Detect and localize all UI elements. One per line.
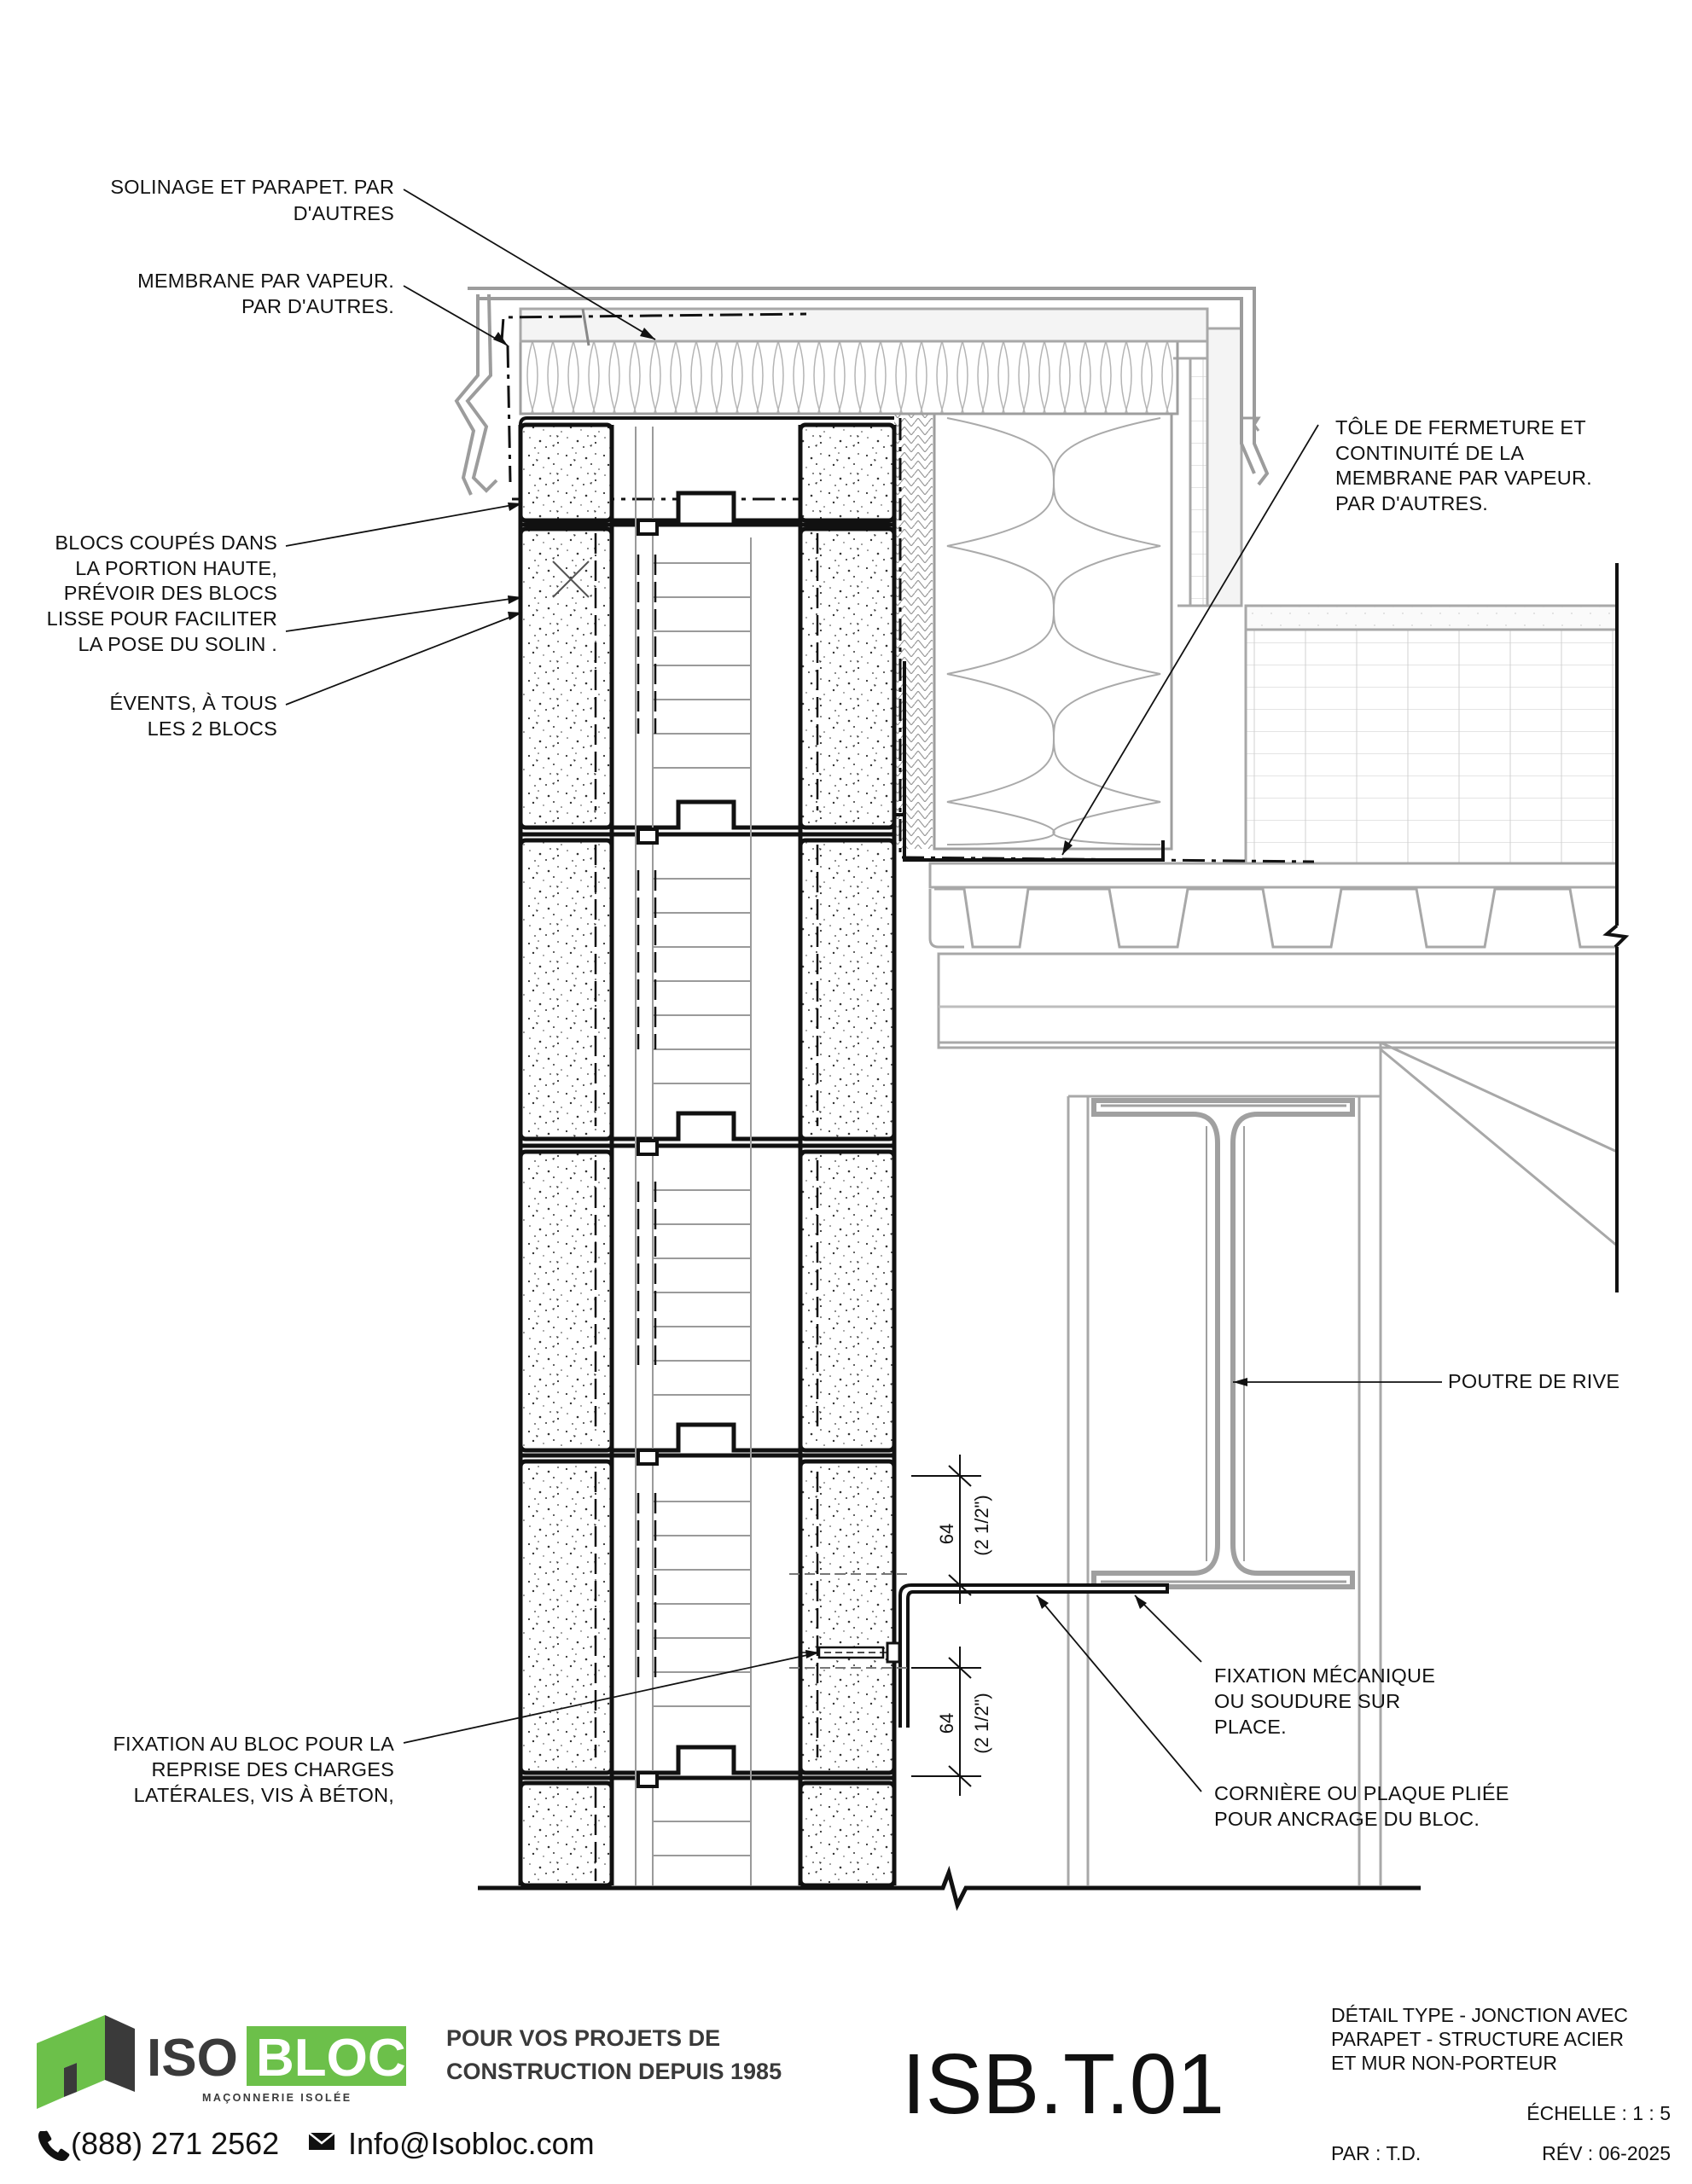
email-address[interactable]: Info@Isobloc.com [348,2126,595,2161]
label-blocs-4: LISSE POUR FACILITER [46,607,277,630]
phone-contact[interactable] [38,2126,279,2161]
mail-icon [309,2133,334,2150]
logo-bloc: BLOC [256,2029,406,2088]
title-block [1331,2004,1671,2164]
label-fixation-bloc-2: REPRISE DES CHARGES [151,1758,394,1780]
logo-mark-icon [37,2015,135,2109]
sheet-number: ISB.T.01 [902,2036,1224,2132]
label-events [109,692,277,740]
label-tole [1335,415,1592,514]
label-blocs-1: BLOCS COUPÉS DANS [55,531,277,554]
label-blocs-3: PRÉVOIR DES BLOCS [63,582,277,604]
label-membrane [137,270,394,317]
label-poutre: POUTRE DE RIVE [1448,1370,1620,1392]
email-contact[interactable] [309,2126,595,2161]
label-tole-2: CONTINUITÉ DE LA [1335,442,1525,464]
label-fixation-meca-2: OU SOUDURE SUR [1214,1690,1401,1712]
label-corniere [1214,1782,1509,1830]
label-solinage [110,176,394,224]
tongue-groove [612,493,800,1773]
label-membrane-2: PAR D'AUTRES. [241,295,394,317]
concrete-wythe-int [800,425,894,1885]
tagline [446,2025,782,2084]
tagline-2: CONSTRUCTION DEPUIS 1985 [446,2059,782,2084]
label-blocs-2: LA PORTION HAUTE, [75,557,277,579]
roof-structure [520,309,1620,1885]
concrete-wythe-ext [520,425,612,1885]
dim-lower-value: 64 [936,1712,957,1734]
title-scale: ÉCHELLE : 1 : 5 [1526,2102,1671,2124]
label-blocs [47,531,277,655]
title-rev: RÉV : 06-2025 [1542,2142,1671,2164]
phone-icon [38,2131,69,2161]
title-par: PAR : T.D. [1331,2142,1422,2164]
ground-line [478,1873,1421,1905]
label-fixation-bloc [113,1733,394,1806]
title-line-1: DÉTAIL TYPE - JONCTION AVEC [1331,2004,1629,2026]
label-events-2: LES 2 BLOCS [147,717,277,740]
label-fixation-bloc-1: FIXATION AU BLOC POUR LA [113,1733,394,1755]
isobloc-logo [37,2015,406,2109]
tagline-1: POUR VOS PROJETS DE [446,2025,721,2051]
label-blocs-5: LA POSE DU SOLIN . [78,633,277,655]
label-tole-3: MEMBRANE PAR VAPEUR. [1335,467,1592,489]
label-tole-4: PAR D'AUTRES. [1335,492,1489,514]
label-fixation-meca [1214,1664,1435,1738]
label-corniere-2: POUR ANCRAGE DU BLOC. [1214,1808,1480,1830]
label-fixation-bloc-3: LATÉRALES, VIS À BÉTON, [133,1784,394,1806]
label-corniere-1: CORNIÈRE OU PLAQUE PLIÉE [1214,1782,1509,1804]
phone-number[interactable]: (888) 271 2562 [71,2126,280,2161]
block-wall [520,418,894,1885]
label-fixation-meca-3: PLACE. [1214,1716,1287,1738]
label-solinage-2: D'AUTRES [293,202,394,224]
label-solinage-1: SOLINAGE ET PARAPET. PAR [110,176,394,198]
logo-subtitle: MAÇONNERIE ISOLÉE [202,2092,352,2104]
logo-iso: ISO [147,2029,238,2088]
label-tole-1: TÔLE DE FERMETURE ET [1335,416,1586,439]
label-fixation-meca-1: FIXATION MÉCANIQUE [1214,1664,1436,1687]
label-events-1: ÉVENTS, À TOUS [109,692,277,714]
edge-beam [1094,1101,1352,1587]
dim-lower-imperial: (2 1/2") [971,1693,992,1754]
label-membrane-1: MEMBRANE PAR VAPEUR. [137,270,394,292]
dim-upper-imperial: (2 1/2") [971,1495,992,1556]
dim-upper-value: 64 [936,1523,957,1545]
title-line-3: ET MUR NON-PORTEUR [1331,2052,1557,2074]
title-line-2: PARAPET - STRUCTURE ACIER [1331,2028,1624,2050]
